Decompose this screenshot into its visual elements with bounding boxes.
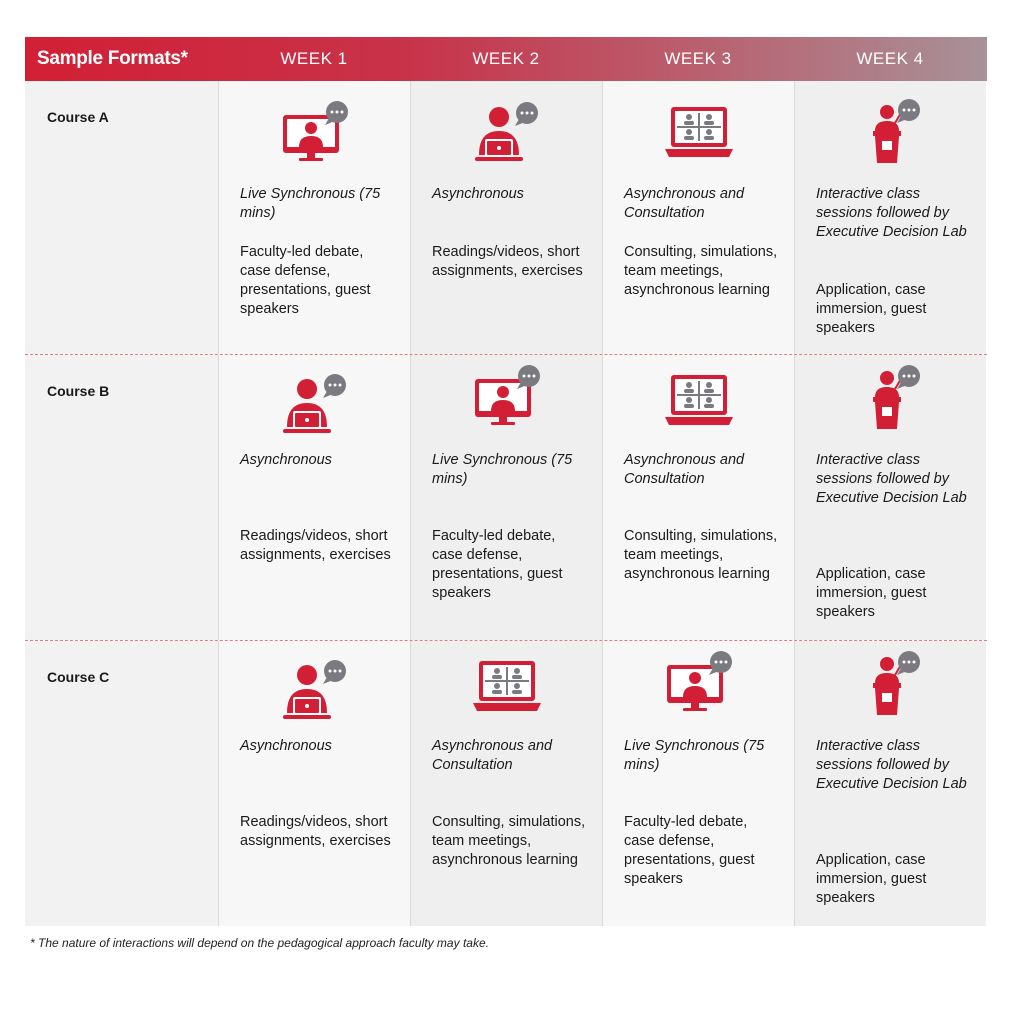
- course-cell: [794, 81, 986, 354]
- video-call-monitor-icon: [467, 363, 547, 429]
- laptop-video-grid-icon: [467, 653, 547, 719]
- person-laptop-chat-icon: [275, 371, 355, 437]
- course-label-cell: [25, 355, 218, 640]
- format-description: Consulting, simulations, team meetings, asynchronous learning: [624, 528, 778, 582]
- format-label: Interactive class sessions followed by Executive Decision Lab: [816, 186, 967, 240]
- course-cell: [794, 355, 986, 640]
- format-description: Consulting, simulations, team meetings, asynchronous learning: [624, 244, 778, 298]
- course-name: Course C: [47, 669, 110, 685]
- format-description: Application, case immersion, guest speakers: [816, 282, 927, 336]
- header-week-1: WEEK 1: [280, 49, 348, 68]
- course-cell: [602, 355, 794, 640]
- format-description: Faculty-led debate, case defense, presentations, guest speakers: [240, 244, 371, 317]
- course-cell: [602, 641, 794, 926]
- speaker-podium-icon: [851, 99, 931, 165]
- course-cell: [410, 641, 602, 926]
- speaker-podium-icon: [851, 365, 931, 431]
- video-call-monitor-icon: [275, 99, 355, 165]
- format-label: Asynchronous and Consultation: [624, 452, 745, 487]
- format-label: Asynchronous and Consultation: [432, 738, 553, 773]
- format-description: Readings/videos, short assignments, exercises: [432, 244, 583, 279]
- format-description: Faculty-led debate, case defense, presentations, guest speakers: [624, 814, 755, 887]
- course-row-b: [25, 354, 987, 640]
- header-week-2: WEEK 2: [472, 49, 540, 68]
- format-label: Live Synchronous (75 mins): [432, 452, 573, 487]
- person-laptop-chat-icon: [275, 657, 355, 723]
- sample-formats-table: [25, 37, 987, 926]
- course-cell: [410, 355, 602, 640]
- course-name: Course B: [47, 383, 110, 399]
- format-description: Application, case immersion, guest speakers: [816, 852, 927, 906]
- footnote: * The nature of interactions will depend on the pedagogical approach faculty may take.: [30, 936, 489, 950]
- format-description: Readings/videos, short assignments, exercises: [240, 528, 391, 563]
- course-cell: [218, 355, 410, 640]
- course-cell: [218, 81, 410, 354]
- header-week-3: WEEK 3: [664, 49, 732, 68]
- laptop-video-grid-icon: [659, 367, 739, 433]
- course-row-a: [25, 81, 987, 354]
- format-label: Asynchronous: [432, 186, 524, 202]
- header-week-4: WEEK 4: [856, 49, 924, 68]
- course-cell: [410, 81, 602, 354]
- course-cell: [218, 641, 410, 926]
- format-description: Readings/videos, short assignments, exercises: [240, 814, 391, 849]
- format-description: Application, case immersion, guest speakers: [816, 566, 927, 620]
- course-label-cell: [25, 641, 218, 926]
- format-label: Asynchronous and Consultation: [624, 186, 745, 221]
- format-label: Live Synchronous (75 mins): [624, 738, 765, 773]
- format-label: Live Synchronous (75 mins): [240, 186, 381, 221]
- format-description: Consulting, simulations, team meetings, asynchronous learning: [432, 814, 586, 868]
- format-label: Interactive class sessions followed by Executive Decision Lab: [816, 738, 967, 792]
- course-row-c: [25, 640, 987, 926]
- table-header: [25, 37, 987, 81]
- format-label: Asynchronous: [240, 452, 332, 468]
- course-cell: [794, 641, 986, 926]
- course-label-cell: [25, 81, 218, 354]
- video-call-monitor-icon: [659, 649, 739, 715]
- laptop-video-grid-icon: [659, 99, 739, 165]
- header-title: Sample Formats*: [37, 48, 188, 69]
- speaker-podium-icon: [851, 651, 931, 717]
- person-laptop-chat-icon: [467, 99, 547, 165]
- course-name: Course A: [47, 109, 109, 125]
- format-label: Asynchronous: [240, 738, 332, 754]
- format-label: Interactive class sessions followed by Executive Decision Lab: [816, 452, 967, 506]
- course-cell: [602, 81, 794, 354]
- format-description: Faculty-led debate, case defense, presentations, guest speakers: [432, 528, 563, 601]
